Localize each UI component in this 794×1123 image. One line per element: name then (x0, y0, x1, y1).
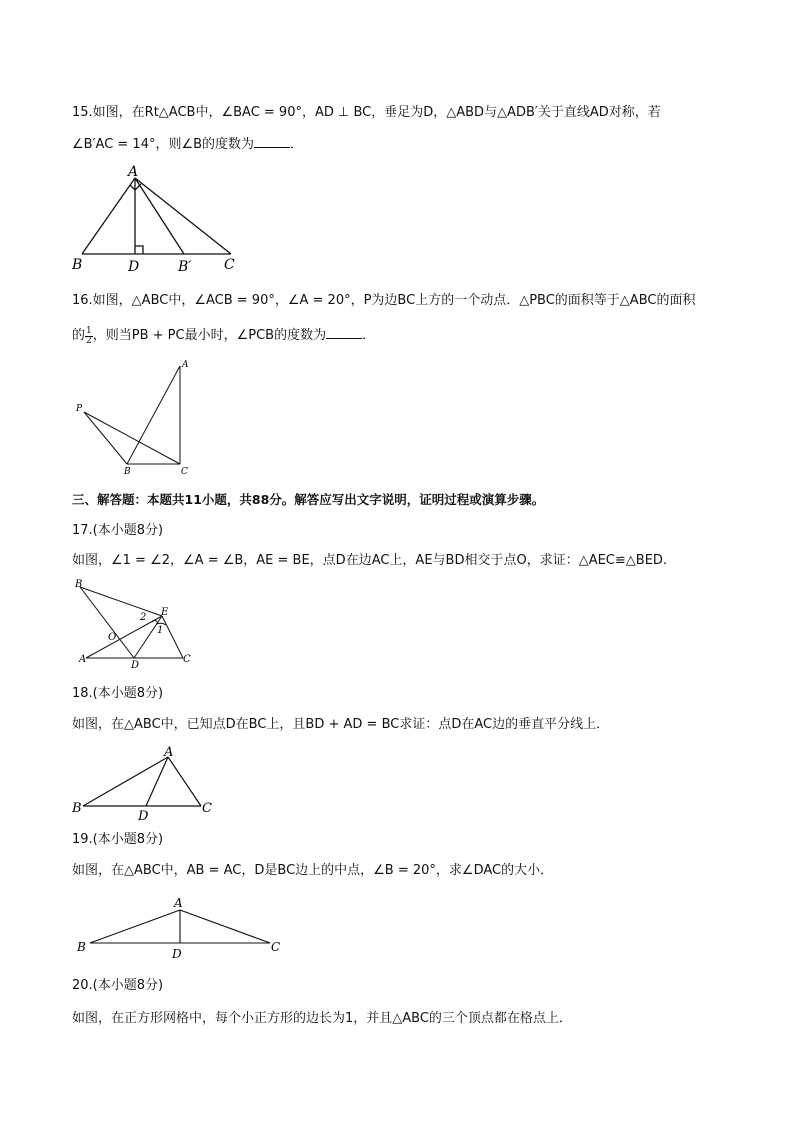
q19-figure (72, 892, 292, 964)
q15-label-Bprime: B′ (178, 259, 192, 275)
q16-frac-num: 1 (86, 326, 92, 336)
q15-label-B: B (72, 257, 83, 273)
q18-figure (72, 744, 222, 824)
q17-label-O: O (108, 632, 117, 643)
q17-label-2: 2 (140, 612, 147, 623)
q16-line2-end: ． (362, 328, 376, 343)
q18-label-B: B (72, 801, 82, 816)
q19-label-A: A (174, 896, 183, 910)
section3-heading: 三、解答题：本题共11小题，共88分。解答应写出文字说明，证明过程或演算步骤。 (72, 492, 545, 507)
q15-figure (68, 164, 248, 274)
q15-label-A: A (128, 164, 139, 180)
q15-line1: 15.如图，在Rt△ACB中，∠BAC = 90°，AD ⊥ BC，垂足为D，△ABD与△ADB′关于直线AD对称，若 (72, 105, 661, 120)
q19-label-B: B (77, 940, 86, 954)
q20-text: 如图，在正方形网格中，每个小正方形的边长为1，并且△ABC的三个顶点都在格点上． (72, 1011, 572, 1026)
q17-label-B: B (75, 579, 83, 590)
q16-label-B: B (124, 467, 131, 477)
q15-label-C: C (224, 257, 235, 273)
q17-label-E: E (161, 607, 169, 618)
q15-answer-blank (254, 135, 290, 148)
q17-label-D: D (131, 660, 140, 671)
q19-text: 如图，在△ABC中，AB = AC，D是BC边上的中点，∠B = 20°，求∠DAC的大小． (72, 863, 554, 878)
q15-line2-text: ∠B′AC = 14°，则∠B的度数为 (72, 137, 255, 152)
q19-label-C: C (271, 940, 281, 954)
q16-answer-blank (326, 326, 362, 339)
q17-text: 如图，∠1 = ∠2，∠A = ∠B，AE = BE，点D在边AC上，AE与BD相交于点O，求证：△AEC≌△BED. (72, 553, 668, 568)
q16-frac-den: 2 (86, 336, 92, 346)
q17-label-1: 1 (157, 625, 164, 636)
q16-label-C: C (181, 467, 188, 477)
q15-label-D: D (128, 259, 140, 275)
q17-header: 17.(本小题8分) (72, 523, 164, 538)
q17-label-A: A (79, 654, 87, 665)
q17-label-C: C (183, 654, 191, 665)
q18-text: 如图，在△ABC中，已知点D在BC上，且BD + AD = BC求证：点D在AC边的垂直平分线上． (72, 717, 610, 732)
q19-label-D: D (172, 947, 182, 961)
q16-line2 (72, 326, 375, 346)
q16-fraction (85, 327, 93, 346)
q16-line2-mid: ，则当PB + PC最小时，∠PCB的度数为 (92, 328, 327, 343)
q16-line2-prefix: 的 (72, 328, 86, 343)
q19-header: 19.(本小题8分) (72, 832, 164, 847)
q15-line2-end: ． (290, 137, 304, 152)
q16-label-P: P (76, 404, 83, 414)
q16-line1: 16.如图，△ABC中，∠ACB = 90°，∠A = 20°，P为边BC上方的一个动点．△PBC的面积等于△ABC的面积 (72, 293, 696, 308)
q15-line2 (72, 135, 303, 154)
q16-label-A: A (182, 360, 189, 370)
q18-label-A: A (164, 745, 174, 760)
q18-label-C: C (202, 801, 212, 816)
q18-label-D: D (138, 809, 149, 824)
q18-header: 18.(本小题8分) (72, 686, 164, 701)
q20-header: 20.(本小题8分) (72, 978, 164, 993)
q17-figure (72, 578, 202, 670)
q16-figure (72, 356, 202, 481)
